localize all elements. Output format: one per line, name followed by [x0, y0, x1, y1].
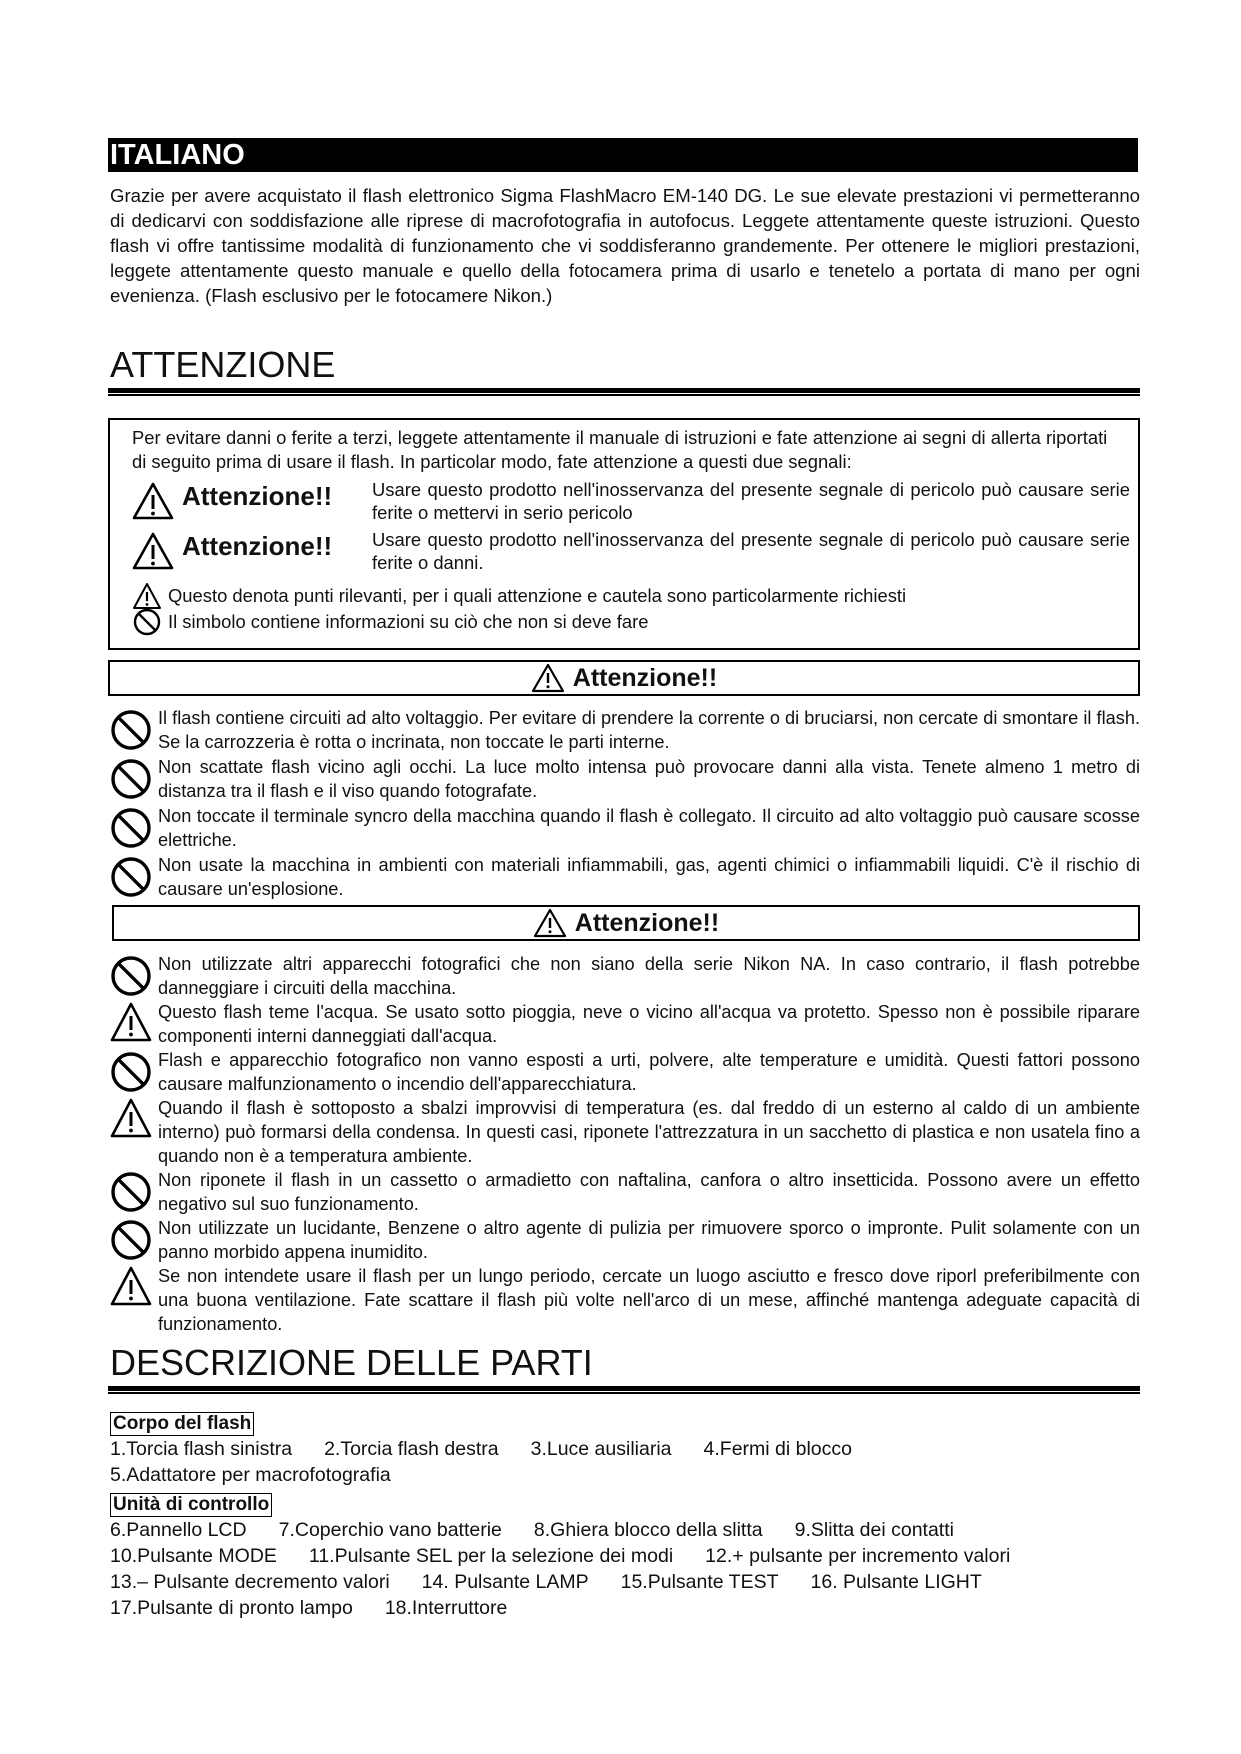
prohibition-icon: [110, 806, 154, 850]
part-item: 15.Pulsante TEST: [620, 1571, 779, 1593]
warning-header: [112, 905, 1140, 941]
language-header: ITALIANO: [108, 138, 1138, 172]
warning-triangle-icon: [132, 532, 174, 570]
warning-triangle-icon: [110, 1096, 154, 1140]
parts-line: [110, 1595, 539, 1621]
prohibition-icon: [110, 1218, 154, 1262]
parts-line: [110, 1436, 884, 1462]
parts-rule: [108, 1386, 1140, 1394]
part-item: 7.Coperchio vano batterie: [278, 1519, 502, 1541]
attention-rule: [108, 388, 1140, 396]
signal-label: Attenzione!!: [182, 531, 333, 561]
warning-text: Non toccate il terminale syncro della macchina quando il flash è collegato. Il circuito ad alto voltaggio può causare scosse elettriche.: [158, 806, 1140, 850]
part-item: 4.Fermi di blocco: [703, 1438, 852, 1460]
signal-text: Usare questo prodotto nell'inosservanza del presente segnale di pericolo può causare serie ferite o danni.: [372, 529, 1130, 573]
prohibition-icon: [110, 1170, 154, 1214]
prohibition-icon: [110, 708, 154, 752]
warning-text: Non utilizzate un lucidante, Benzene o altro agente di pulizia per rimuovere sporco o impronte. Pulit solamente con un panno morbido appena inumidito.: [158, 1218, 1140, 1262]
part-item: 3.Luce ausiliaria: [530, 1438, 672, 1460]
prohibition-icon: [110, 1050, 154, 1094]
warning-header-label: Attenzione!!: [574, 908, 720, 937]
parts-line: [110, 1543, 1042, 1569]
warning-text: Se non intendete usare il flash per un lungo periodo, cercate un luogo asciutto e fresco dove riporl preferibilmente con una buona ventilazione. Fate scattare il flash più volte nell'arco di un mese, affinché mantenga adeguate capacità di funzionamento.: [158, 1266, 1140, 1334]
prohibition-icon: [132, 608, 162, 636]
warning-triangle-icon: [132, 482, 174, 520]
parts-line: [110, 1517, 986, 1543]
prohibition-icon: [110, 855, 154, 899]
part-item: 8.Ghiera blocco della slitta: [533, 1519, 763, 1541]
part-item: 14. Pulsante LAMP: [421, 1571, 589, 1593]
parts-line: [110, 1462, 423, 1488]
body-category-label: Corpo del flash: [110, 1412, 254, 1436]
signal-row: [132, 526, 1130, 578]
signal-row: [132, 476, 1130, 528]
notice-intro: Per evitare danni o ferite a terzi, leggete attentamente il manuale di istruzioni e fate attenzione ai segni di allerta riportati di seguito prima di usare il flash. In particolar modo, fate attenzione a questi due segnali:: [132, 427, 1108, 472]
warning-header: [108, 660, 1140, 696]
signal-label: Attenzione!!: [182, 481, 333, 511]
prohibition-icon: [110, 954, 154, 998]
part-item: 5.Adattatore per macrofotografia: [110, 1464, 391, 1486]
attention-title: ATTENZIONE: [110, 344, 336, 385]
warning-text: Questo flash teme l'acqua. Se usato sotto pioggia, neve o vicino all'acqua va protetto. Spesso non è possibile riparare componenti interni danneggiati dall'acqua.: [158, 1002, 1140, 1046]
legend-text: Il simbolo contiene informazioni su ciò che non si deve fare: [168, 611, 649, 632]
part-item: 11.Pulsante SEL per la selezione dei modi: [308, 1545, 674, 1567]
prohibition-icon: [110, 757, 154, 801]
warning-triangle-icon: [132, 582, 162, 610]
part-item: 1.Torcia flash sinistra: [110, 1438, 293, 1460]
warning-text: Non utilizzate altri apparecchi fotografici che non siano della serie Nikon NA. In caso contrario, il flash potrebbe danneggiare i circuiti della macchina.: [158, 954, 1140, 998]
warning-text: Non scattate flash vicino agli occhi. La luce molto intensa può provocare danni alla vista. Tenete almeno 1 metro di distanza tra il flash e il viso quando fotografate.: [158, 757, 1140, 801]
part-item: 16. Pulsante LIGHT: [810, 1571, 982, 1593]
part-item: 12.+ pulsante per incremento valori: [705, 1545, 1011, 1567]
warning-triangle-icon: [110, 1264, 154, 1308]
legend-row: [132, 608, 1122, 634]
control-category-label: Unità di controllo: [110, 1493, 272, 1517]
part-item: 17.Pulsante di pronto lampo: [110, 1597, 353, 1619]
part-item: 9.Slitta dei contatti: [794, 1519, 954, 1541]
signal-text: Usare questo prodotto nell'inosservanza del presente segnale di pericolo può causare serie ferite o mettervi in serio pericolo: [372, 479, 1130, 523]
part-item: 6.Pannello LCD: [110, 1519, 247, 1541]
notice-box: [108, 418, 1140, 650]
parts-line: [110, 1569, 1014, 1595]
part-item: 2.Torcia flash destra: [324, 1438, 499, 1460]
legend-text: Questo denota punti rilevanti, per i quali attenzione e cautela sono particolarmente richiesti: [168, 585, 907, 606]
part-item: 10.Pulsante MODE: [110, 1545, 277, 1567]
parts-title: DESCRIZIONE DELLE PARTI: [110, 1342, 593, 1383]
warning-text: Flash e apparecchio fotografico non vanno esposti a urti, polvere, alte temperature e umidità. Questi fattori possono causare malfunzionamento o incendio dell'apparecchiatura.: [158, 1050, 1140, 1094]
warning-text: Quando il flash è sottoposto a sbalzi improvvisi di temperatura (es. dal freddo di un esterno al caldo di un ambiente interno) può formarsi della condensa. In questi casi, riponete l'attrezzatura in un sacchetto di plastica e non usatela fino a quando non è a temperatura ambiente.: [158, 1098, 1140, 1166]
warning-triangle-icon: [531, 663, 565, 693]
warning-text: Non usate la macchina in ambienti con materiali infiammabili, gas, agenti chimici o infiammabili liquidi. C'è il rischio di causare un'esplosione.: [158, 855, 1140, 899]
warning-triangle-icon: [110, 1000, 154, 1044]
part-item: 13.– Pulsante decremento valori: [110, 1571, 390, 1593]
warning-text: Il flash contiene circuiti ad alto voltaggio. Per evitare di prendere la corrente o di bruciarsi, non cercate di smontare il flash. Se la carrozzeria è rotta o incrinata, non toccate le parti interne.: [158, 708, 1140, 752]
warning-header-label: Attenzione!!: [572, 663, 718, 692]
intro-paragraph: Grazie per avere acquistato il flash elettronico Sigma FlashMacro EM-140 DG. Le sue elevate prestazioni vi permetteranno di dedicarvi con soddisfazione alle riprese di macrofotografia in autofocus. Leggete attentamente queste istruzioni. Questo flash vi offre tantissime modalità di funzionamento che vi soddisferanno grandemente. Per ottenere le migliori prestazioni, leggete attentamente questo manuale e quello della fotocamera prima di usarlo e tenetelo a portata di mano per ogni evenienza. (Flash esclusivo per le fotocamere Nikon.): [110, 185, 1140, 306]
part-item: 18.Interruttore: [384, 1597, 508, 1619]
legend-row: [132, 582, 1122, 608]
warning-triangle-icon: [533, 908, 567, 938]
warning-text: Non riponete il flash in un cassetto o armadietto con naftalina, canfora o altro insetticida. Possono avere un effetto negativo sul suo funzionamento.: [158, 1170, 1140, 1214]
